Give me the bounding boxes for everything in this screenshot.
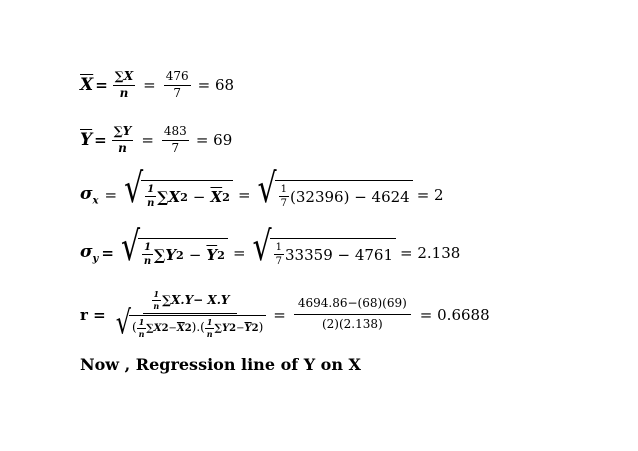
mean-x-result: = 68 (197, 76, 235, 95)
r-formula-fraction: $\frac{1}{n}$ ∑X.Y− X.Y √ ( $\frac{1}{n}$ ∑X 2 − $\overline{X}$ 2 ) . ( $\frac{1}{n}$ ∑Y 2 − $\overline{Y}$ 2 ) (114, 290, 267, 339)
sd-x-equation: $\sigma_x$ = √ $\frac{1}{n}$ ∑X 2 − $\overline{X}$ 2 = √ $\frac{1}{7}$ (32396) − 4624 = 2 (80, 165, 444, 213)
sqrt-expression-y: √ $\frac{1}{n}$ ∑Y 2 − $\overline{Y}$ 2 (121, 238, 228, 268)
sum-x-over-n: $\frac{\sum X}{n}$ (114, 69, 134, 100)
sigma-y: $\sigma_y$ (80, 241, 99, 265)
correlation-equation: r = $\frac{1}{n}$ ∑X.Y− X.Y √ ( $\frac{1}{n}$ ∑X 2 − $\overline{X}$ 2 ) . ( $\frac{1}{n}$ ∑Y 2 − $\overline{Y}$ 2 ) = $\frac{4694.86-(68)(69)}{(2)(2.138)}$ = 0.6688 (80, 289, 490, 343)
sd-y-equation: $\sigma_y$ = √ $\frac{1}{n}$ ∑Y 2 − $\overline{Y}$ 2 = √ $\frac{1}{7}$ 33359 − 4761 = 2.138 (80, 223, 461, 271)
mean-y-result: = 69 (195, 131, 233, 150)
sqrt-expression-x: √ $\frac{1}{n}$ ∑X 2 − $\overline{X}$ 2 (124, 180, 233, 210)
476-over-7: $\frac{476}{7}$ (165, 69, 189, 100)
sqrt-numeric-x: √ $\frac{1}{7}$ (32396) − 4624 (258, 180, 413, 210)
sd-y-result: = 2.138 (400, 244, 461, 262)
sigma-x: $\sigma_x$ (80, 183, 99, 207)
y-bar: $\overline{Y}$ (80, 130, 93, 151)
x-bar: $\overline{X}$ (80, 75, 94, 96)
sum-y-over-n: $\frac{\sum Y}{n}$ (113, 124, 132, 155)
sqrt-numeric-y: √ $\frac{1}{7}$ 33359 − 4761 (253, 238, 397, 268)
r-numeric-fraction: $\frac{4694.86-(68)(69)}{(2)(2.138)}$ (294, 297, 411, 332)
483-over-7: $\frac{483}{7}$ (163, 124, 187, 155)
r-result: = 0.6688 (419, 305, 490, 324)
mean-y-equation: $\overline{Y}$ = $\frac{\sum Y}{n}$ = $\frac{483}{7}$ = 69 (80, 124, 233, 155)
sd-x-result: = 2 (416, 186, 444, 204)
regression-heading: Now , Regression line of Y on X (80, 355, 361, 374)
r-label: r = (80, 305, 106, 324)
mean-x-equation: $\overline{X}$ = $\frac{\sum X}{n}$ = $\frac{476}{7}$ = 68 (80, 69, 235, 100)
